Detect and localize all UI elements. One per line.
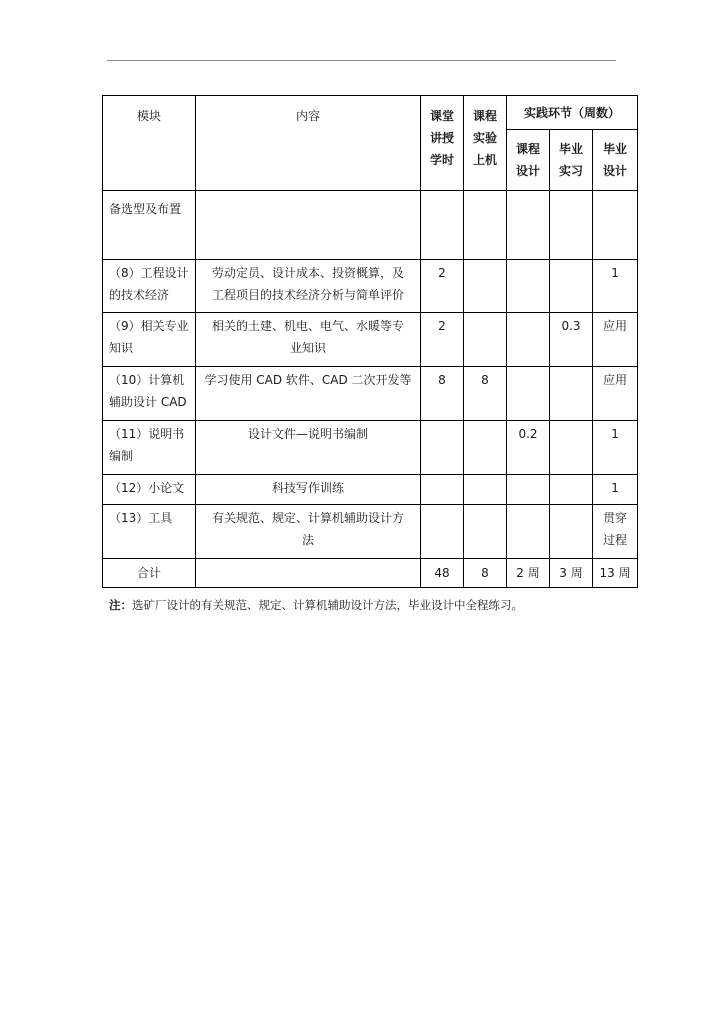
- cell-course-design: [507, 505, 550, 559]
- cell-course-design: [507, 191, 550, 260]
- cell-content: 相关的土建、机电、电气、水暖等专 业知识: [196, 313, 421, 367]
- cell-content: 科技写作训练: [196, 475, 421, 505]
- cell-lab: 8: [464, 367, 507, 421]
- total-lecture: 48: [421, 559, 464, 588]
- cell-lab: [464, 260, 507, 313]
- cell-module: （9）相关专业知识: [103, 313, 196, 367]
- cell-content: 有关规范、规定、计算机辅助设计方 法: [196, 505, 421, 559]
- table-row: [103, 191, 638, 260]
- header-practice: 实践环节（周数）: [507, 96, 638, 130]
- cell-internship: [550, 367, 593, 421]
- cell-course-design: [507, 367, 550, 421]
- cell-content: 劳动定员、设计成本、投资概算，及 工程项目的技术经济分析与简单评价: [196, 260, 421, 313]
- cell-module: 备选型及布置: [103, 191, 196, 260]
- cell-module: （8）工程设计的技术经济: [103, 260, 196, 313]
- total-label: 合计: [103, 559, 196, 588]
- table-row: [103, 421, 638, 475]
- header-lab: 课程 实验 上机: [464, 96, 507, 191]
- cell-content: 设计文件—说明书编制: [196, 421, 421, 475]
- header-internship: 毕业 实习: [550, 130, 593, 191]
- cell-module: （13）工具: [103, 505, 196, 559]
- cell-graduation: 1: [593, 260, 638, 313]
- header-lecture-hours: 课堂 讲授 学时: [421, 96, 464, 191]
- cell-lecture: 8: [421, 367, 464, 421]
- cell-lecture: 2: [421, 313, 464, 367]
- cell-lab: [464, 313, 507, 367]
- cell-graduation: [593, 191, 638, 260]
- cell-module: （12）小论文: [103, 475, 196, 505]
- note-label: 注：: [109, 598, 132, 612]
- cell-lecture: [421, 475, 464, 505]
- total-lab: 8: [464, 559, 507, 588]
- cell-graduation: 应用: [593, 367, 638, 421]
- cell-module: （10）计算机辅助设计 CAD: [103, 367, 196, 421]
- cell-lab: [464, 421, 507, 475]
- total-course-design: 2 周: [507, 559, 550, 588]
- cell-internship: [550, 475, 593, 505]
- cell-internship: [550, 191, 593, 260]
- cell-internship: 0.3: [550, 313, 593, 367]
- cell-content: 学习使用 CAD 软件、CAD 二次开发等: [196, 367, 421, 421]
- cell-lecture: [421, 191, 464, 260]
- cell-lab: [464, 191, 507, 260]
- cell-graduation: 应用: [593, 313, 638, 367]
- table-row: [103, 313, 638, 367]
- cell-lecture: 2: [421, 260, 464, 313]
- total-graduation: 13 周: [593, 559, 638, 588]
- table-row: [103, 475, 638, 505]
- table-note: [109, 597, 523, 613]
- note-text: 选矿厂设计的有关规范、规定、计算机辅助设计方法，毕业设计中全程练习。: [132, 598, 523, 612]
- header-rule: [107, 60, 616, 61]
- cell-lab: [464, 505, 507, 559]
- cell-lecture: [421, 421, 464, 475]
- cell-graduation: 贯穿 过程: [593, 505, 638, 559]
- cell-module: （11）说明书编制: [103, 421, 196, 475]
- cell-course-design: 0.2: [507, 421, 550, 475]
- table-row: [103, 505, 638, 559]
- header-module: 模块: [103, 96, 196, 191]
- cell-graduation: 1: [593, 421, 638, 475]
- total-row: [103, 559, 638, 588]
- total-internship: 3 周: [550, 559, 593, 588]
- table-row: [103, 367, 638, 421]
- cell-course-design: [507, 475, 550, 505]
- cell-lecture: [421, 505, 464, 559]
- header-content: 内容: [196, 96, 421, 191]
- cell-content: [196, 191, 421, 260]
- cell-internship: [550, 505, 593, 559]
- cell-lab: [464, 475, 507, 505]
- cell-course-design: [507, 313, 550, 367]
- header-course-design: 课程 设计: [507, 130, 550, 191]
- table-row: [103, 260, 638, 313]
- cell-internship: [550, 260, 593, 313]
- total-content: [196, 559, 421, 588]
- cell-internship: [550, 421, 593, 475]
- curriculum-table: [102, 95, 638, 588]
- header-graduation-design: 毕业 设计: [593, 130, 638, 191]
- cell-course-design: [507, 260, 550, 313]
- cell-graduation: 1: [593, 475, 638, 505]
